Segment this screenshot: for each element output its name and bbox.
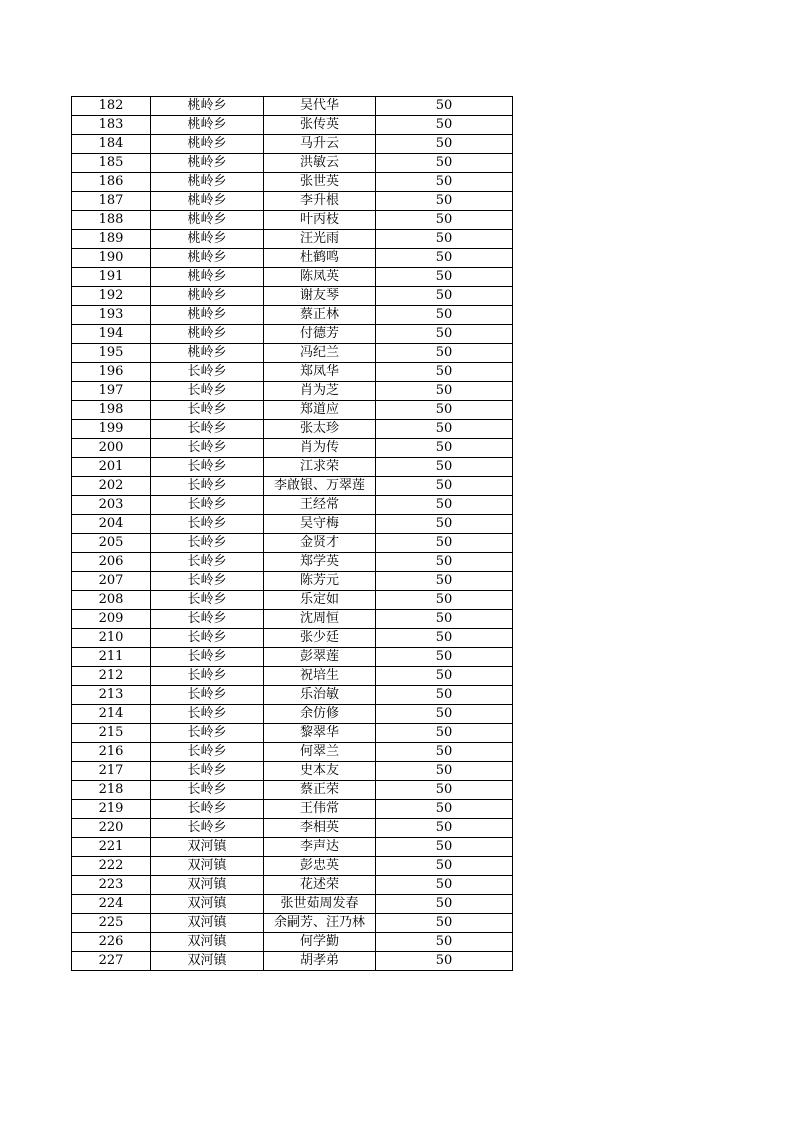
table-row bbox=[72, 914, 513, 933]
row-number-cell: 206 bbox=[72, 553, 151, 572]
row-number-cell: 193 bbox=[72, 306, 151, 325]
township-cell: 长岭乡 bbox=[151, 477, 264, 496]
amount-cell: 50 bbox=[376, 610, 513, 629]
township-cell: 长岭乡 bbox=[151, 458, 264, 477]
table-row bbox=[72, 952, 513, 971]
recipient-name-cell: 何学勤 bbox=[264, 933, 376, 952]
amount-cell: 50 bbox=[376, 686, 513, 705]
row-number-cell: 188 bbox=[72, 211, 151, 230]
row-number-cell: 216 bbox=[72, 743, 151, 762]
table-row bbox=[72, 439, 513, 458]
recipient-name-cell: 马升云 bbox=[264, 135, 376, 154]
amount-cell: 50 bbox=[376, 97, 513, 116]
table-row bbox=[72, 667, 513, 686]
table-row bbox=[72, 610, 513, 629]
row-number-cell: 210 bbox=[72, 629, 151, 648]
amount-cell: 50 bbox=[376, 363, 513, 382]
recipient-name-cell: 胡孝弟 bbox=[264, 952, 376, 971]
amount-cell: 50 bbox=[376, 249, 513, 268]
table-row bbox=[72, 135, 513, 154]
table-row bbox=[72, 781, 513, 800]
table-row bbox=[72, 876, 513, 895]
recipient-name-cell: 杜鹤鸣 bbox=[264, 249, 376, 268]
amount-cell: 50 bbox=[376, 724, 513, 743]
row-number-cell: 215 bbox=[72, 724, 151, 743]
township-cell: 长岭乡 bbox=[151, 382, 264, 401]
row-number-cell: 214 bbox=[72, 705, 151, 724]
township-cell: 长岭乡 bbox=[151, 705, 264, 724]
row-number-cell: 192 bbox=[72, 287, 151, 306]
row-number-cell: 217 bbox=[72, 762, 151, 781]
township-cell: 双河镇 bbox=[151, 933, 264, 952]
table-row bbox=[72, 591, 513, 610]
recipient-name-cell: 金贤才 bbox=[264, 534, 376, 553]
township-cell: 双河镇 bbox=[151, 838, 264, 857]
table-row bbox=[72, 458, 513, 477]
table-row bbox=[72, 648, 513, 667]
recipient-name-cell: 余仿修 bbox=[264, 705, 376, 724]
township-cell: 桃岭乡 bbox=[151, 97, 264, 116]
table-row bbox=[72, 800, 513, 819]
township-cell: 长岭乡 bbox=[151, 648, 264, 667]
recipient-name-cell: 蔡正林 bbox=[264, 306, 376, 325]
amount-cell: 50 bbox=[376, 800, 513, 819]
amount-cell: 50 bbox=[376, 344, 513, 363]
amount-cell: 50 bbox=[376, 838, 513, 857]
row-number-cell: 220 bbox=[72, 819, 151, 838]
row-number-cell: 194 bbox=[72, 325, 151, 344]
recipient-name-cell: 王伟常 bbox=[264, 800, 376, 819]
row-number-cell: 198 bbox=[72, 401, 151, 420]
row-number-cell: 219 bbox=[72, 800, 151, 819]
row-number-cell: 227 bbox=[72, 952, 151, 971]
amount-cell: 50 bbox=[376, 629, 513, 648]
township-cell: 长岭乡 bbox=[151, 724, 264, 743]
row-number-cell: 222 bbox=[72, 857, 151, 876]
amount-cell: 50 bbox=[376, 192, 513, 211]
table-row bbox=[72, 382, 513, 401]
township-cell: 桃岭乡 bbox=[151, 268, 264, 287]
recipient-name-cell: 肖为传 bbox=[264, 439, 376, 458]
recipient-name-cell: 付德芳 bbox=[264, 325, 376, 344]
recipient-name-cell: 黎翠华 bbox=[264, 724, 376, 743]
row-number-cell: 213 bbox=[72, 686, 151, 705]
table-row bbox=[72, 192, 513, 211]
recipient-name-cell: 彭翠莲 bbox=[264, 648, 376, 667]
table-row bbox=[72, 401, 513, 420]
table-row bbox=[72, 496, 513, 515]
township-cell: 长岭乡 bbox=[151, 667, 264, 686]
row-number-cell: 218 bbox=[72, 781, 151, 800]
row-number-cell: 196 bbox=[72, 363, 151, 382]
township-cell: 双河镇 bbox=[151, 895, 264, 914]
table-row bbox=[72, 819, 513, 838]
row-number-cell: 209 bbox=[72, 610, 151, 629]
table-row bbox=[72, 705, 513, 724]
township-cell: 桃岭乡 bbox=[151, 173, 264, 192]
table-row bbox=[72, 629, 513, 648]
table-row bbox=[72, 686, 513, 705]
table-row bbox=[72, 572, 513, 591]
table-row bbox=[72, 268, 513, 287]
table-row bbox=[72, 762, 513, 781]
recipient-name-cell: 叶丙枝 bbox=[264, 211, 376, 230]
row-number-cell: 223 bbox=[72, 876, 151, 895]
row-number-cell: 212 bbox=[72, 667, 151, 686]
recipient-name-cell: 张少廷 bbox=[264, 629, 376, 648]
row-number-cell: 203 bbox=[72, 496, 151, 515]
table-row bbox=[72, 515, 513, 534]
township-cell: 桃岭乡 bbox=[151, 135, 264, 154]
township-cell: 长岭乡 bbox=[151, 363, 264, 382]
amount-cell: 50 bbox=[376, 173, 513, 192]
amount-cell: 50 bbox=[376, 876, 513, 895]
amount-cell: 50 bbox=[376, 743, 513, 762]
amount-cell: 50 bbox=[376, 914, 513, 933]
table-row bbox=[72, 477, 513, 496]
recipient-name-cell: 张世茹周发春 bbox=[264, 895, 376, 914]
recipient-name-cell: 花述荣 bbox=[264, 876, 376, 895]
township-cell: 桃岭乡 bbox=[151, 211, 264, 230]
table-row bbox=[72, 249, 513, 268]
amount-cell: 50 bbox=[376, 382, 513, 401]
recipient-name-cell: 何翠兰 bbox=[264, 743, 376, 762]
recipient-name-cell: 汪光雨 bbox=[264, 230, 376, 249]
table-row bbox=[72, 344, 513, 363]
recipient-name-cell: 李相英 bbox=[264, 819, 376, 838]
recipient-name-cell: 冯纪兰 bbox=[264, 344, 376, 363]
township-cell: 桃岭乡 bbox=[151, 287, 264, 306]
recipient-name-cell: 乐定如 bbox=[264, 591, 376, 610]
row-number-cell: 211 bbox=[72, 648, 151, 667]
recipient-name-cell: 谢友琴 bbox=[264, 287, 376, 306]
township-cell: 长岭乡 bbox=[151, 515, 264, 534]
amount-cell: 50 bbox=[376, 667, 513, 686]
recipient-name-cell: 余嗣芳、汪乃林 bbox=[264, 914, 376, 933]
township-cell: 长岭乡 bbox=[151, 401, 264, 420]
recipient-name-cell: 王经常 bbox=[264, 496, 376, 515]
recipient-name-cell: 李升根 bbox=[264, 192, 376, 211]
amount-cell: 50 bbox=[376, 211, 513, 230]
recipient-name-cell: 沈周恒 bbox=[264, 610, 376, 629]
amount-cell: 50 bbox=[376, 952, 513, 971]
table-row bbox=[72, 97, 513, 116]
recipient-name-cell: 张传英 bbox=[264, 116, 376, 135]
recipient-name-cell: 陈凤英 bbox=[264, 268, 376, 287]
table-row bbox=[72, 211, 513, 230]
amount-cell: 50 bbox=[376, 762, 513, 781]
amount-cell: 50 bbox=[376, 477, 513, 496]
township-cell: 长岭乡 bbox=[151, 534, 264, 553]
amount-cell: 50 bbox=[376, 781, 513, 800]
row-number-cell: 199 bbox=[72, 420, 151, 439]
row-number-cell: 208 bbox=[72, 591, 151, 610]
table-row bbox=[72, 363, 513, 382]
township-cell: 桃岭乡 bbox=[151, 344, 264, 363]
recipient-name-cell: 李声达 bbox=[264, 838, 376, 857]
township-cell: 长岭乡 bbox=[151, 686, 264, 705]
row-number-cell: 184 bbox=[72, 135, 151, 154]
amount-cell: 50 bbox=[376, 591, 513, 610]
amount-cell: 50 bbox=[376, 857, 513, 876]
township-cell: 长岭乡 bbox=[151, 553, 264, 572]
township-cell: 长岭乡 bbox=[151, 762, 264, 781]
row-number-cell: 221 bbox=[72, 838, 151, 857]
table-row bbox=[72, 933, 513, 952]
row-number-cell: 190 bbox=[72, 249, 151, 268]
amount-cell: 50 bbox=[376, 306, 513, 325]
table-row bbox=[72, 553, 513, 572]
table-row bbox=[72, 287, 513, 306]
amount-cell: 50 bbox=[376, 933, 513, 952]
township-cell: 桃岭乡 bbox=[151, 154, 264, 173]
recipient-name-cell: 蔡正荣 bbox=[264, 781, 376, 800]
row-number-cell: 195 bbox=[72, 344, 151, 363]
row-number-cell: 197 bbox=[72, 382, 151, 401]
amount-cell: 50 bbox=[376, 534, 513, 553]
row-number-cell: 186 bbox=[72, 173, 151, 192]
amount-cell: 50 bbox=[376, 230, 513, 249]
recipient-name-cell: 乐治敏 bbox=[264, 686, 376, 705]
township-cell: 长岭乡 bbox=[151, 743, 264, 762]
township-cell: 双河镇 bbox=[151, 876, 264, 895]
row-number-cell: 225 bbox=[72, 914, 151, 933]
row-number-cell: 226 bbox=[72, 933, 151, 952]
township-cell: 长岭乡 bbox=[151, 439, 264, 458]
recipient-name-cell: 彭忠英 bbox=[264, 857, 376, 876]
township-cell: 桃岭乡 bbox=[151, 116, 264, 135]
amount-cell: 50 bbox=[376, 648, 513, 667]
township-cell: 长岭乡 bbox=[151, 496, 264, 515]
amount-cell: 50 bbox=[376, 458, 513, 477]
amount-cell: 50 bbox=[376, 819, 513, 838]
amount-cell: 50 bbox=[376, 553, 513, 572]
row-number-cell: 187 bbox=[72, 192, 151, 211]
township-cell: 长岭乡 bbox=[151, 629, 264, 648]
township-cell: 桃岭乡 bbox=[151, 325, 264, 344]
row-number-cell: 183 bbox=[72, 116, 151, 135]
recipient-name-cell: 肖为芝 bbox=[264, 382, 376, 401]
row-number-cell: 182 bbox=[72, 97, 151, 116]
township-cell: 长岭乡 bbox=[151, 781, 264, 800]
township-cell: 双河镇 bbox=[151, 857, 264, 876]
amount-cell: 50 bbox=[376, 420, 513, 439]
table-row bbox=[72, 857, 513, 876]
township-cell: 桃岭乡 bbox=[151, 306, 264, 325]
table-row bbox=[72, 306, 513, 325]
table-row bbox=[72, 420, 513, 439]
township-cell: 双河镇 bbox=[151, 914, 264, 933]
roster-table bbox=[71, 96, 513, 971]
amount-cell: 50 bbox=[376, 705, 513, 724]
recipient-name-cell: 张太珍 bbox=[264, 420, 376, 439]
table-row bbox=[72, 534, 513, 553]
township-cell: 长岭乡 bbox=[151, 572, 264, 591]
table-row bbox=[72, 325, 513, 344]
amount-cell: 50 bbox=[376, 287, 513, 306]
table-row bbox=[72, 230, 513, 249]
row-number-cell: 224 bbox=[72, 895, 151, 914]
recipient-name-cell: 祝培生 bbox=[264, 667, 376, 686]
table-row bbox=[72, 838, 513, 857]
recipient-name-cell: 郑凤华 bbox=[264, 363, 376, 382]
recipient-name-cell: 史本友 bbox=[264, 762, 376, 781]
township-cell: 长岭乡 bbox=[151, 819, 264, 838]
recipient-name-cell: 陈芳元 bbox=[264, 572, 376, 591]
amount-cell: 50 bbox=[376, 268, 513, 287]
row-number-cell: 205 bbox=[72, 534, 151, 553]
township-cell: 长岭乡 bbox=[151, 800, 264, 819]
amount-cell: 50 bbox=[376, 135, 513, 154]
row-number-cell: 204 bbox=[72, 515, 151, 534]
amount-cell: 50 bbox=[376, 439, 513, 458]
township-cell: 桃岭乡 bbox=[151, 230, 264, 249]
recipient-name-cell: 吴代华 bbox=[264, 97, 376, 116]
row-number-cell: 201 bbox=[72, 458, 151, 477]
table-row bbox=[72, 173, 513, 192]
recipient-name-cell: 江求荣 bbox=[264, 458, 376, 477]
row-number-cell: 207 bbox=[72, 572, 151, 591]
amount-cell: 50 bbox=[376, 496, 513, 515]
amount-cell: 50 bbox=[376, 895, 513, 914]
recipient-name-cell: 郑道应 bbox=[264, 401, 376, 420]
township-cell: 桃岭乡 bbox=[151, 192, 264, 211]
row-number-cell: 200 bbox=[72, 439, 151, 458]
township-cell: 双河镇 bbox=[151, 952, 264, 971]
row-number-cell: 189 bbox=[72, 230, 151, 249]
row-number-cell: 191 bbox=[72, 268, 151, 287]
township-cell: 长岭乡 bbox=[151, 610, 264, 629]
amount-cell: 50 bbox=[376, 515, 513, 534]
township-cell: 长岭乡 bbox=[151, 591, 264, 610]
recipient-name-cell: 李啟银、万翠莲 bbox=[264, 477, 376, 496]
table-row bbox=[72, 743, 513, 762]
table-row bbox=[72, 724, 513, 743]
table-row bbox=[72, 895, 513, 914]
township-cell: 桃岭乡 bbox=[151, 249, 264, 268]
township-cell: 长岭乡 bbox=[151, 420, 264, 439]
amount-cell: 50 bbox=[376, 572, 513, 591]
table-row bbox=[72, 154, 513, 173]
row-number-cell: 202 bbox=[72, 477, 151, 496]
amount-cell: 50 bbox=[376, 116, 513, 135]
recipient-name-cell: 郑学英 bbox=[264, 553, 376, 572]
amount-cell: 50 bbox=[376, 154, 513, 173]
recipient-name-cell: 洪敏云 bbox=[264, 154, 376, 173]
row-number-cell: 185 bbox=[72, 154, 151, 173]
recipient-name-cell: 张世英 bbox=[264, 173, 376, 192]
table-row bbox=[72, 116, 513, 135]
recipient-name-cell: 吴守梅 bbox=[264, 515, 376, 534]
amount-cell: 50 bbox=[376, 401, 513, 420]
roster-table-body bbox=[72, 97, 513, 971]
amount-cell: 50 bbox=[376, 325, 513, 344]
